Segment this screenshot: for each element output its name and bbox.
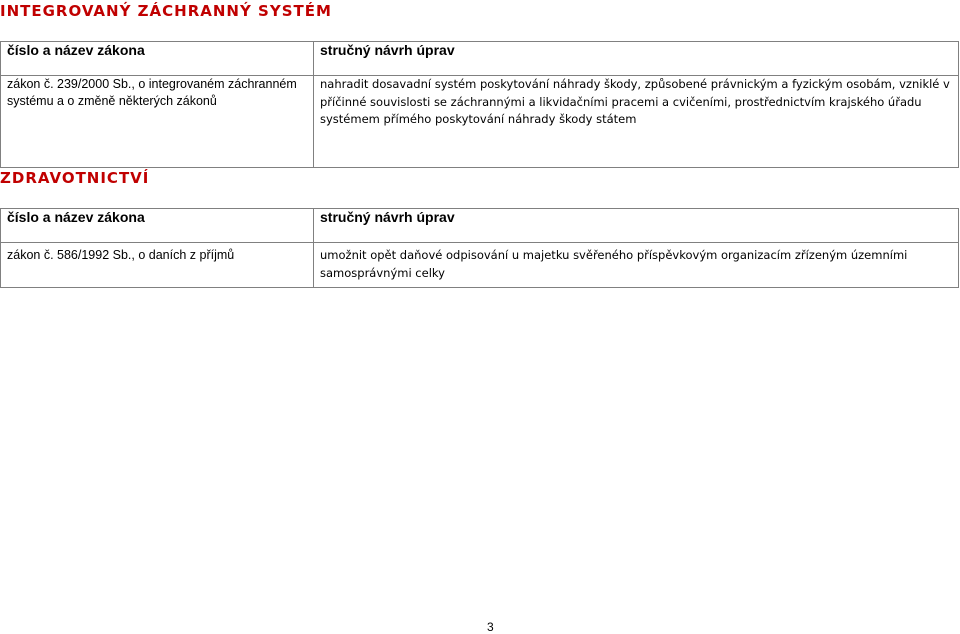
table-header-row	[1, 209, 959, 243]
law-number: zákon č. 586/1992 Sb.	[7, 248, 132, 262]
column-header-proposal: stručný návrh úprav	[314, 42, 959, 76]
law-cell	[1, 243, 314, 288]
page-number: 3	[487, 620, 494, 634]
law-table-integrated-rescue-system	[0, 41, 959, 168]
proposal-cell: nahradit dosavadní systém poskytování náhrady škody, způsobené právnickým a fyzickým osobám, vzniklé v příčinné souvislosti se záchrannými a likvidačními pracemi a cvičeními, prostřednictvím krajského úřadu systémem přímého poskytování náhrady škody státem	[314, 76, 959, 168]
section-heading-integrated-rescue-system: INTEGROVANÝ ZÁCHRANNÝ SYSTÉM	[0, 2, 332, 20]
proposal-cell: umožnit opět daňové odpisování u majetku svěřeného příspěvkovým organizacím zřízeným územními samosprávnými celky	[314, 243, 959, 288]
column-header-law-name: číslo a název zákona	[1, 42, 314, 76]
law-table-healthcare	[0, 208, 959, 288]
law-number: zákon č. 239/2000 Sb.	[7, 77, 132, 91]
table-row	[1, 76, 959, 168]
law-title: , o integrovaném záchranném systému a o změně některých zákonů	[7, 77, 297, 108]
law-title: , o daních z příjmů	[131, 248, 235, 262]
table-row	[1, 243, 959, 288]
table-header-row	[1, 42, 959, 76]
column-header-law-name: číslo a název zákona	[1, 209, 314, 243]
column-header-proposal: stručný návrh úprav	[314, 209, 959, 243]
section-heading-healthcare: ZDRAVOTNICTVÍ	[0, 169, 150, 187]
law-cell	[1, 76, 314, 168]
